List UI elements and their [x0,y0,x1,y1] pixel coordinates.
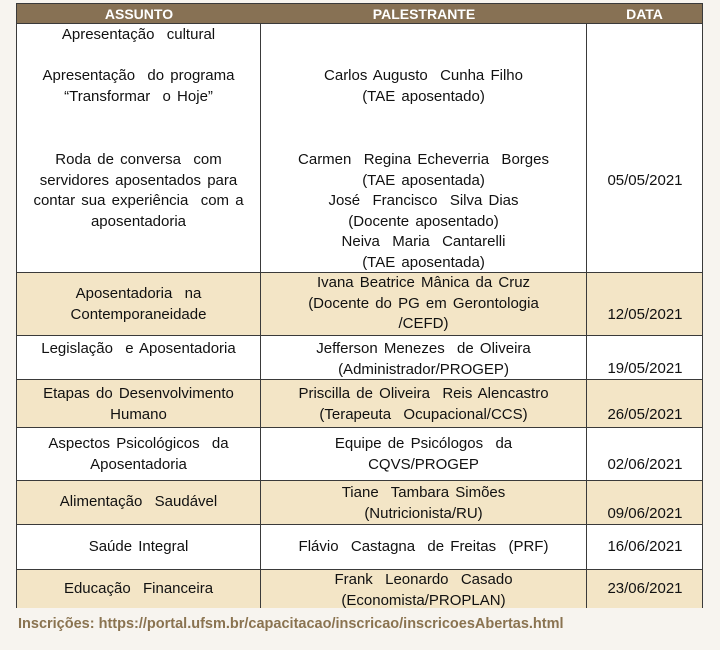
assunto-cell: Alimentação Saudável [59,493,218,510]
palestrante-cell: Carlos Augusto Cunha Filho (TAE aposentado) [324,67,523,105]
table-row [17,524,702,570]
header-assunto: ASSUNTO [104,6,174,22]
assunto-cell: Apresentação cultural [61,26,216,43]
assunto-cell: Etapas do Desenvolvimento Humano [43,385,234,423]
palestrante-cell: Carmen Regina Echeverria Borges (TAE aposentada) José Francisco Silva Dias (Docente aposentado) Neiva Maria Cantarelli (TAE aposentada) [298,151,549,271]
palestrante-cell: Frank Leonardo Casado (Economista/PROPLAN) [334,571,513,609]
table-header [17,4,702,23]
header-data: DATA [626,6,663,22]
header-palestrante: PALESTRANTE [372,6,476,22]
assunto-cell: Legislação e Aposentadoria [41,340,236,357]
data-cell: 23/06/2021 [607,580,683,597]
assunto-cell: Educação Financeira [63,580,214,597]
palestrante-cell: Ivana Beatrice Mânica da Cruz (Docente do PG em Gerontologia /CEFD) [308,274,539,332]
assunto-cell: Roda de conversa com servidores aposentados para contar sua experiência com a aposentadoria [33,151,244,230]
schedule-table [16,3,703,608]
palestrante-cell: Jefferson Menezes de Oliveira (Administrador/PROGEP) [316,340,531,378]
data-cell: 09/06/2021 [607,505,683,522]
data-cell: 02/06/2021 [607,456,683,473]
table-row [17,379,702,428]
table-row [17,480,702,525]
assunto-cell: Apresentação do programa “Transformar o Hoje” [42,67,235,105]
palestrante-cell: Flávio Castagna de Freitas (PRF) [298,538,549,555]
palestrante-cell: Priscilla de Oliveira Reis Alencastro (Terapeuta Ocupacional/CCS) [298,385,549,423]
data-cell: 26/05/2021 [607,406,683,423]
data-cell: 16/06/2021 [607,538,683,555]
table-row [17,335,702,380]
palestrante-cell: Tiane Tambara Simões (Nutricionista/RU) [341,484,506,522]
table-row [17,23,702,273]
table-row [17,427,702,481]
data-cell: 19/05/2021 [607,360,683,377]
assunto-cell: Aposentadoria na Contemporaneidade [70,285,207,323]
table-row [17,569,702,608]
assunto-cell: Aspectos Psicológicos da Aposentadoria [48,435,229,473]
registration-link-text: Inscrições: https://portal.ufsm.br/capacitacao/inscricao/inscricoesAbertas.html [18,616,564,632]
table-row [17,272,702,336]
palestrante-cell: Equipe de Psicólogos da CQVS/PROGEP [334,435,513,473]
data-cell: 12/05/2021 [607,306,683,323]
data-cell: 05/05/2021 [607,172,683,189]
assunto-cell: Saúde Integral [88,538,189,555]
